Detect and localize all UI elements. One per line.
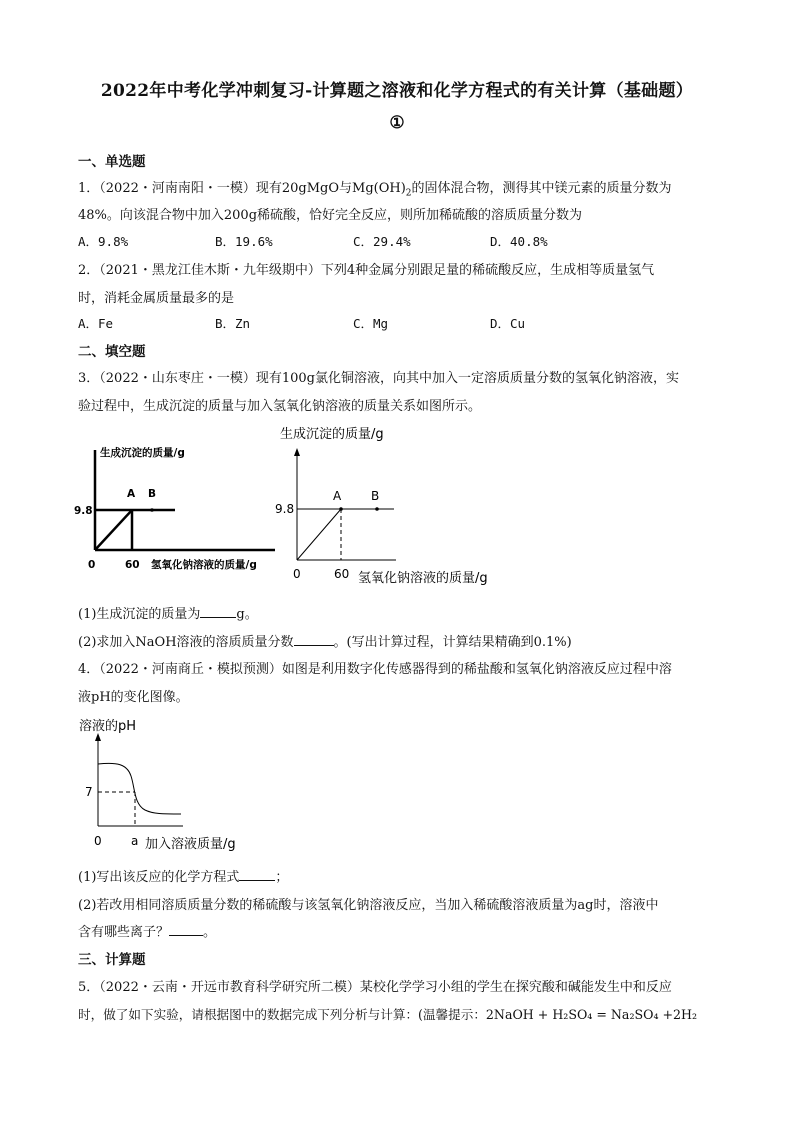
q4-line1: 4．（2022・河南商丘・模拟预测）如图是利用数字化传感器得到的稀盐酸和氢氧化钠溶液反应过程中溶 [78,662,672,677]
q2-option-c[interactable]: C．Mg [353,316,389,331]
right-xlabel: 氢氧化钠溶液的质量/g [358,571,488,586]
q2-line2: 时，消耗金属质量最多的是 [78,291,235,306]
q4-ph-chart [75,708,275,853]
right-rising-line [297,509,341,560]
q1-line2: 48%。向该混合物中加入200g稀硫酸，恰好完全反应，则所加稀硫酸的溶质质量分数为 [78,208,583,223]
right-point-a: A [333,489,342,503]
q1-option-d[interactable]: D．40.8% [490,234,548,249]
ph-y-arrow [95,733,101,741]
q4-sub2-line2: 含有哪些离子？ 。 [78,925,217,940]
q1-option-a[interactable]: A．9.8% [78,234,129,249]
left-xlabel: 氢氧化钠溶液的质量/g [151,559,257,571]
right-point-a-dot [339,507,343,511]
q4-line2: 液pH的变化图像。 [78,690,189,705]
ph-curve [98,763,181,814]
ph-x-tick: a [131,834,139,848]
ph-origin: 0 [94,834,102,848]
q3-sub1: (1)生成沉淀的质量为 g。 [78,607,258,622]
left-x-tick: 60 [125,559,140,571]
left-point-a: A [127,488,136,500]
title-mark: ① [389,113,405,133]
ph-y-tick: 7 [85,785,93,799]
q4-sub1: (1)写出该反应的化学方程式 ； [78,870,289,885]
page-title: 2022年中考化学冲刺复习-计算题之溶液和化学方程式的有关计算（基础题） [100,81,694,101]
left-rising-line [95,510,132,550]
q5-line1: 5．（2022・云南・开远市教育科学研究所二模）某校化学学习小组的学生在探究酸和碱能发生中和反应 [78,980,672,995]
left-point-b: B [148,488,157,500]
left-point-b-dot [150,508,154,512]
q3-line2: 验过程中，生成沉淀的质量与加入氢氧化钠溶液的质量关系如图所示。 [78,399,482,414]
q1-option-c[interactable]: C．29.4% [353,234,411,249]
right-point-b-dot [375,507,379,511]
q4-sub2: (2)若改用相同溶质质量分数的稀硫酸与该氢氧化钠溶液反应，当加入稀硫酸溶液质量为ag时，溶液中 [78,898,659,913]
left-ylabel: 生成沉淀的质量/g [100,447,185,459]
right-ylabel: 生成沉淀的质量/g [280,427,384,442]
right-y-arrow [294,448,300,456]
ph-ylabel: 溶液的pH [79,719,137,734]
section-heading-3: 三、计算题 [78,952,146,968]
q5-line2: 时，做了如下实验，请根据图中的数据完成下列分析与计算：(温馨提示：2NaOH + H₂SO₄ = Na₂SO₄ +2H₂ [78,1007,698,1022]
q2-option-d[interactable]: D．Cu [490,316,526,331]
q4-answer-blank-2[interactable] [169,923,203,936]
q3-sub2: (2)求加入NaOH溶液的溶质质量分数 。(写出计算过程，计算结果精确到0.1%) [78,635,572,650]
ph-xlabel: 加入溶液质量/g [145,837,236,852]
right-y-tick: 9.8 [275,502,295,516]
q3-line1: 3．（2022・山东枣庄・一模）现有100g氯化铜溶液，向其中加入一定溶质质量分数的氢氧化钠溶液，实 [78,371,679,386]
q3-answer-blank-1[interactable] [200,605,236,618]
q2-option-b[interactable]: B．Zn [215,316,251,331]
section-heading-2: 二、填空题 [78,344,146,360]
right-x-tick: 60 [334,567,350,581]
left-origin: 0 [88,559,96,571]
right-point-b: B [371,489,380,503]
left-y-tick: 9.8 [74,505,93,517]
right-origin: 0 [293,567,301,581]
q3-chart-right [270,420,520,590]
section-heading-1: 一、单选题 [78,154,146,170]
q1-option-b[interactable]: B．19.6% [215,234,273,249]
q2-line1: 2．（2021・黑龙江佳木斯・九年级期中）下列4种金属分别跟足量的稀硫酸反应，生成相等质量氢气 [78,263,655,278]
q1-line1: 1．（2022・河南南阳・一模）现有20gMgO与$Mg(OH)_2$的固体混合物，测得其中镁元素的质量分数为 [78,181,672,199]
q4-answer-blank-1[interactable] [239,868,275,881]
q3-chart-left [70,438,280,578]
q2-option-a[interactable]: A．Fe [78,316,114,331]
q3-answer-blank-2[interactable] [294,633,334,646]
